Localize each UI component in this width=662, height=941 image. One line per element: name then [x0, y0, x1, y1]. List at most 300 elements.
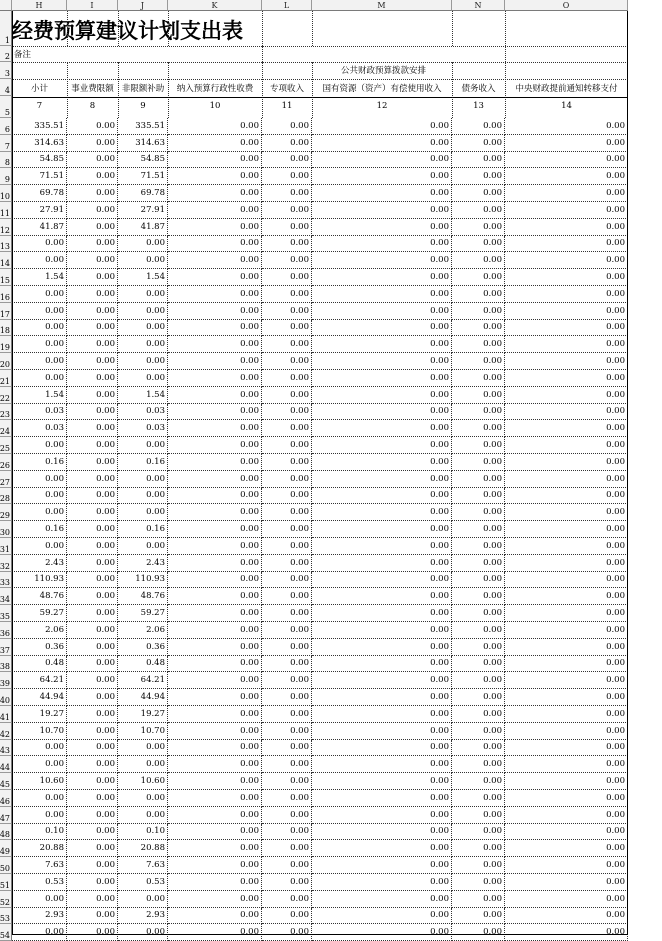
row-header-41: 41 [0, 706, 12, 723]
column-number: 12 [376, 101, 388, 111]
table-cell: 0.00 [262, 521, 312, 538]
table-cell: 0.00 [262, 689, 312, 706]
corner-cell [0, 0, 12, 11]
table-cell: 2.43 [118, 555, 168, 572]
table-cell: 0.00 [12, 236, 67, 253]
table-cell: 0.00 [67, 740, 118, 757]
table-cell: 0.00 [312, 252, 452, 269]
table-cell: 48.76 [12, 588, 67, 605]
table-cell: 0.48 [12, 656, 67, 673]
table-cell: 0.00 [452, 454, 505, 471]
row-header-12: 12 [0, 219, 12, 236]
row-header-25: 25 [0, 437, 12, 454]
table-cell: 0.00 [67, 656, 118, 673]
table-cell: 0.00 [312, 269, 452, 286]
table-cell: 20.88 [12, 840, 67, 857]
row-header-33: 33 [0, 572, 12, 589]
row-header-2: 2 [0, 46, 12, 62]
table-cell: 0.00 [168, 874, 262, 891]
table-cell: 0.00 [262, 202, 312, 219]
column-header-j: J [118, 0, 168, 11]
row-header-48: 48 [0, 824, 12, 841]
table-cell: 0.00 [312, 857, 452, 874]
table-cell: 0.00 [262, 454, 312, 471]
table-cell: 0.00 [168, 488, 262, 505]
table-cell: 0.00 [452, 353, 505, 370]
table-cell: 0.00 [312, 891, 452, 908]
table-cell: 2.06 [118, 622, 168, 639]
table-cell: 0.00 [67, 336, 118, 353]
table-cell: 335.51 [12, 118, 67, 135]
table-cell: 0.00 [452, 706, 505, 723]
table-cell: 0.00 [67, 840, 118, 857]
table-cell: 0.00 [67, 236, 118, 253]
row-header-27: 27 [0, 471, 12, 488]
table-cell: 0.00 [118, 437, 168, 454]
table-cell: 0.00 [262, 622, 312, 639]
table-cell: 0.00 [67, 152, 118, 169]
remarks-label: 备注 [14, 50, 32, 60]
table-cell: 0.00 [168, 152, 262, 169]
table-cell: 0.00 [452, 874, 505, 891]
table-cell: 0.00 [452, 437, 505, 454]
column-header-n: N [452, 0, 505, 11]
table-cell: 0.00 [452, 924, 505, 941]
table-cell: 0.00 [12, 437, 67, 454]
table-cell: 0.00 [505, 874, 628, 891]
table-cell: 0.00 [168, 236, 262, 253]
table-cell: 0.00 [262, 857, 312, 874]
table-cell: 0.00 [452, 269, 505, 286]
table-cell: 0.00 [67, 504, 118, 521]
table-cell: 0.00 [168, 336, 262, 353]
table-cell: 0.00 [12, 286, 67, 303]
table-cell: 7.63 [12, 857, 67, 874]
table-cell: 0.00 [262, 706, 312, 723]
column-title: 纳入预算行政性收费 [176, 83, 254, 94]
table-cell: 0.00 [505, 370, 628, 387]
row-header-1: 1 [0, 11, 12, 46]
table-cell: 19.27 [118, 706, 168, 723]
table-cell: 0.00 [118, 504, 168, 521]
table-cell: 0.00 [118, 807, 168, 824]
row-header-54: 54 [0, 924, 12, 941]
table-cell: 0.00 [312, 840, 452, 857]
table-cell: 0.00 [312, 807, 452, 824]
table-cell: 0.00 [312, 152, 452, 169]
table-cell: 0.53 [118, 874, 168, 891]
table-cell: 0.00 [262, 555, 312, 572]
table-cell: 0.00 [312, 639, 452, 656]
table-cell: 0.00 [67, 857, 118, 874]
table-cell: 0.00 [312, 605, 452, 622]
column-header-l: L [262, 0, 312, 11]
table-cell: 0.00 [452, 656, 505, 673]
table-cell: 0.48 [118, 656, 168, 673]
table-cell: 0.00 [505, 622, 628, 639]
row-header-40: 40 [0, 689, 12, 706]
table-cell: 0.00 [168, 420, 262, 437]
table-cell: 0.00 [505, 152, 628, 169]
row-header-29: 29 [0, 504, 12, 521]
table-cell: 0.00 [67, 891, 118, 908]
row-header-51: 51 [0, 874, 12, 891]
table-cell: 0.00 [505, 790, 628, 807]
table-cell: 0.03 [118, 404, 168, 421]
table-cell: 0.00 [262, 538, 312, 555]
table-cell: 10.70 [12, 723, 67, 740]
table-cell: 0.00 [452, 370, 505, 387]
header-col-line [262, 62, 263, 118]
table-cell: 0.00 [505, 656, 628, 673]
row-header-10: 10 [0, 185, 12, 202]
table-cell: 0.16 [12, 454, 67, 471]
table-cell: 0.00 [452, 236, 505, 253]
header-col-line [168, 11, 169, 46]
table-cell: 0.00 [168, 572, 262, 589]
table-cell: 0.00 [67, 555, 118, 572]
table-cell: 0.00 [67, 202, 118, 219]
header-line [12, 79, 628, 80]
table-cell: 0.00 [505, 689, 628, 706]
table-cell: 0.00 [67, 622, 118, 639]
table-cell: 0.00 [12, 303, 67, 320]
table-cell: 71.51 [12, 168, 67, 185]
table-cell: 0.00 [452, 572, 505, 589]
table-cell: 0.00 [262, 303, 312, 320]
table-cell: 0.00 [12, 756, 67, 773]
table-cell: 0.00 [262, 219, 312, 236]
table-cell: 0.00 [262, 605, 312, 622]
table-cell: 0.00 [168, 891, 262, 908]
column-number: 7 [36, 101, 43, 111]
table-cell: 0.00 [312, 706, 452, 723]
table-cell: 0.00 [312, 672, 452, 689]
table-cell: 0.00 [452, 135, 505, 152]
row-header-9: 9 [0, 168, 12, 185]
table-cell: 0.03 [118, 420, 168, 437]
table-cell: 0.00 [262, 824, 312, 841]
column-header-i: I [67, 0, 118, 11]
table-cell: 0.00 [67, 521, 118, 538]
table-cell: 0.00 [67, 824, 118, 841]
table-cell: 0.00 [312, 437, 452, 454]
table-cell: 0.00 [505, 924, 628, 941]
header-col-line [118, 11, 119, 46]
table-cell: 0.00 [452, 504, 505, 521]
table-cell: 0.00 [505, 320, 628, 337]
table-cell: 0.00 [168, 588, 262, 605]
table-cell: 0.00 [312, 286, 452, 303]
table-cell: 0.00 [262, 488, 312, 505]
table-cell: 10.70 [118, 723, 168, 740]
row-header-39: 39 [0, 672, 12, 689]
table-cell: 110.93 [12, 572, 67, 589]
table-cell: 0.00 [262, 807, 312, 824]
header-col-line [118, 62, 119, 118]
table-cell: 0.00 [12, 488, 67, 505]
table-cell: 314.63 [12, 135, 67, 152]
table-cell: 0.00 [262, 471, 312, 488]
table-cell: 0.00 [312, 454, 452, 471]
table-cell: 0.00 [262, 168, 312, 185]
table-cell: 0.00 [168, 303, 262, 320]
table-cell: 0.00 [452, 303, 505, 320]
table-cell: 0.00 [118, 236, 168, 253]
table-cell: 0.03 [12, 420, 67, 437]
table-cell: 0.00 [262, 437, 312, 454]
table-cell: 0.00 [168, 538, 262, 555]
row-header-6: 6 [0, 118, 12, 135]
table-cell: 0.00 [12, 504, 67, 521]
table-cell: 0.00 [168, 118, 262, 135]
header-col-line [505, 62, 506, 118]
row-header-26: 26 [0, 454, 12, 471]
table-cell: 19.27 [12, 706, 67, 723]
table-cell: 0.00 [262, 269, 312, 286]
table-cell: 0.00 [118, 488, 168, 505]
table-cell: 0.00 [67, 723, 118, 740]
sheet-title: 经费预算建议计划支出表 [12, 19, 243, 43]
table-cell: 41.87 [118, 219, 168, 236]
table-cell: 0.00 [505, 219, 628, 236]
table-cell: 0.00 [67, 471, 118, 488]
table-cell: 1.54 [12, 387, 67, 404]
table-cell: 314.63 [118, 135, 168, 152]
table-cell: 0.00 [312, 538, 452, 555]
table-cell: 0.00 [12, 790, 67, 807]
table-cell: 0.00 [312, 370, 452, 387]
row-header-37: 37 [0, 639, 12, 656]
row-header-19: 19 [0, 336, 12, 353]
table-cell: 0.36 [12, 639, 67, 656]
table-cell: 0.00 [12, 336, 67, 353]
table-cell: 0.00 [67, 874, 118, 891]
table-cell: 0.00 [67, 420, 118, 437]
table-cell: 0.00 [505, 588, 628, 605]
table-cell: 0.00 [452, 639, 505, 656]
table-cell: 0.00 [168, 555, 262, 572]
table-cell: 0.00 [312, 185, 452, 202]
row-header-44: 44 [0, 756, 12, 773]
table-cell: 0.00 [262, 588, 312, 605]
table-cell: 0.00 [452, 689, 505, 706]
column-title: 专项收入 [269, 83, 304, 94]
table-cell: 2.93 [118, 908, 168, 925]
table-cell: 1.54 [12, 269, 67, 286]
table-cell: 0.00 [505, 353, 628, 370]
table-cell: 0.00 [505, 185, 628, 202]
table-cell: 0.00 [168, 605, 262, 622]
table-cell: 0.00 [505, 420, 628, 437]
table-cell: 0.00 [312, 773, 452, 790]
table-cell: 0.00 [168, 639, 262, 656]
table-cell: 0.00 [168, 269, 262, 286]
header-col-line [312, 62, 313, 118]
table-cell: 0.00 [452, 118, 505, 135]
table-cell: 0.00 [452, 252, 505, 269]
table-cell: 0.00 [67, 689, 118, 706]
table-cell: 0.00 [168, 706, 262, 723]
row-header-7: 7 [0, 135, 12, 152]
table-cell: 0.00 [262, 404, 312, 421]
table-cell: 64.21 [12, 672, 67, 689]
table-cell: 71.51 [118, 168, 168, 185]
table-cell: 0.00 [312, 488, 452, 505]
column-number: 9 [140, 101, 146, 111]
table-cell: 0.00 [505, 488, 628, 505]
table-cell: 0.00 [505, 118, 628, 135]
table-cell: 0.00 [312, 219, 452, 236]
table-cell: 0.00 [312, 874, 452, 891]
table-cell: 0.00 [67, 908, 118, 925]
table-cell: 0.00 [452, 185, 505, 202]
table-cell: 0.00 [118, 538, 168, 555]
table-cell: 0.00 [67, 118, 118, 135]
table-cell: 0.00 [505, 572, 628, 589]
table-cell: 0.00 [118, 924, 168, 941]
table-cell: 0.00 [168, 689, 262, 706]
table-cell: 2.93 [12, 908, 67, 925]
table-cell: 0.00 [262, 387, 312, 404]
table-cell: 0.00 [262, 236, 312, 253]
table-cell: 0.00 [452, 387, 505, 404]
table-cell: 0.00 [505, 891, 628, 908]
table-cell: 0.00 [312, 924, 452, 941]
row-header-13: 13 [0, 236, 12, 253]
table-cell: 0.00 [312, 689, 452, 706]
table-cell: 0.00 [312, 622, 452, 639]
table-cell: 0.00 [67, 572, 118, 589]
row-header-17: 17 [0, 303, 12, 320]
column-number: 10 [209, 101, 221, 111]
row-header-36: 36 [0, 622, 12, 639]
table-cell: 0.00 [262, 353, 312, 370]
table-cell: 0.00 [452, 740, 505, 757]
row-header-4: 4 [0, 79, 12, 96]
table-cell: 0.00 [262, 639, 312, 656]
table-cell: 0.00 [262, 756, 312, 773]
table-cell: 59.27 [118, 605, 168, 622]
table-cell: 1.54 [118, 269, 168, 286]
table-cell: 0.00 [262, 891, 312, 908]
table-cell: 0.00 [312, 320, 452, 337]
table-cell: 0.00 [452, 790, 505, 807]
row-header-23: 23 [0, 404, 12, 421]
table-cell: 0.00 [312, 303, 452, 320]
table-right-border [627, 11, 628, 934]
table-cell: 0.00 [168, 672, 262, 689]
table-cell: 0.00 [67, 252, 118, 269]
column-title: 国有资源（资产）有偿使用收入 [322, 83, 442, 94]
table-cell: 0.00 [67, 639, 118, 656]
table-cell: 0.00 [118, 353, 168, 370]
table-cell: 0.00 [168, 723, 262, 740]
row-header-38: 38 [0, 656, 12, 673]
table-cell: 0.00 [452, 807, 505, 824]
table-cell: 0.00 [505, 437, 628, 454]
table-cell: 0.00 [262, 336, 312, 353]
table-cell: 0.00 [452, 891, 505, 908]
table-cell: 0.00 [505, 857, 628, 874]
table-cell: 0.00 [505, 135, 628, 152]
row-header-53: 53 [0, 908, 12, 925]
table-cell: 0.00 [168, 521, 262, 538]
table-cell: 0.16 [118, 454, 168, 471]
table-cell: 0.10 [118, 824, 168, 841]
table-cell: 0.00 [312, 202, 452, 219]
table-cell: 0.00 [168, 824, 262, 841]
table-cell: 0.00 [505, 840, 628, 857]
table-cell: 59.27 [12, 605, 67, 622]
table-cell: 0.00 [168, 924, 262, 941]
table-cell: 0.00 [168, 471, 262, 488]
table-cell: 0.00 [505, 605, 628, 622]
header-col-line [505, 11, 506, 46]
table-cell: 0.00 [262, 572, 312, 589]
table-cell: 0.00 [262, 773, 312, 790]
table-cell: 0.00 [262, 672, 312, 689]
table-cell: 0.00 [262, 118, 312, 135]
table-cell: 0.00 [168, 773, 262, 790]
table-cell: 0.00 [505, 269, 628, 286]
table-cell: 0.00 [168, 252, 262, 269]
table-cell: 0.00 [67, 672, 118, 689]
table-cell: 0.00 [312, 420, 452, 437]
table-cell: 0.00 [168, 320, 262, 337]
row-header-8: 8 [0, 152, 12, 169]
table-cell: 64.21 [118, 672, 168, 689]
table-cell: 0.00 [452, 471, 505, 488]
row-header-49: 49 [0, 840, 12, 857]
table-cell: 0.00 [312, 740, 452, 757]
table-cell: 0.00 [168, 622, 262, 639]
table-cell: 0.00 [67, 588, 118, 605]
table-cell: 10.60 [118, 773, 168, 790]
table-cell: 0.00 [452, 219, 505, 236]
table-cell: 0.00 [67, 706, 118, 723]
row-header-14: 14 [0, 252, 12, 269]
table-cell: 0.00 [168, 185, 262, 202]
table-cell: 0.00 [312, 336, 452, 353]
table-cell: 0.00 [505, 521, 628, 538]
table-cell: 0.00 [452, 488, 505, 505]
table-cell: 0.00 [67, 807, 118, 824]
table-cell: 0.00 [505, 471, 628, 488]
table-cell: 0.00 [505, 555, 628, 572]
table-cell: 0.00 [452, 404, 505, 421]
table-cell: 0.00 [452, 723, 505, 740]
table-cell: 0.53 [12, 874, 67, 891]
table-cell: 0.00 [168, 219, 262, 236]
table-cell: 0.00 [67, 353, 118, 370]
table-cell: 0.00 [312, 572, 452, 589]
table-cell: 0.00 [505, 236, 628, 253]
table-left-border [12, 11, 13, 934]
table-cell: 0.00 [168, 807, 262, 824]
row-header-50: 50 [0, 857, 12, 874]
table-cell: 0.00 [168, 168, 262, 185]
table-cell: 0.00 [168, 202, 262, 219]
table-cell: 1.54 [118, 387, 168, 404]
table-cell: 0.00 [452, 420, 505, 437]
table-cell: 0.00 [452, 202, 505, 219]
table-cell: 0.00 [67, 756, 118, 773]
row-header-30: 30 [0, 521, 12, 538]
table-cell: 0.00 [67, 404, 118, 421]
table-cell: 0.00 [118, 303, 168, 320]
table-cell: 0.00 [505, 824, 628, 841]
